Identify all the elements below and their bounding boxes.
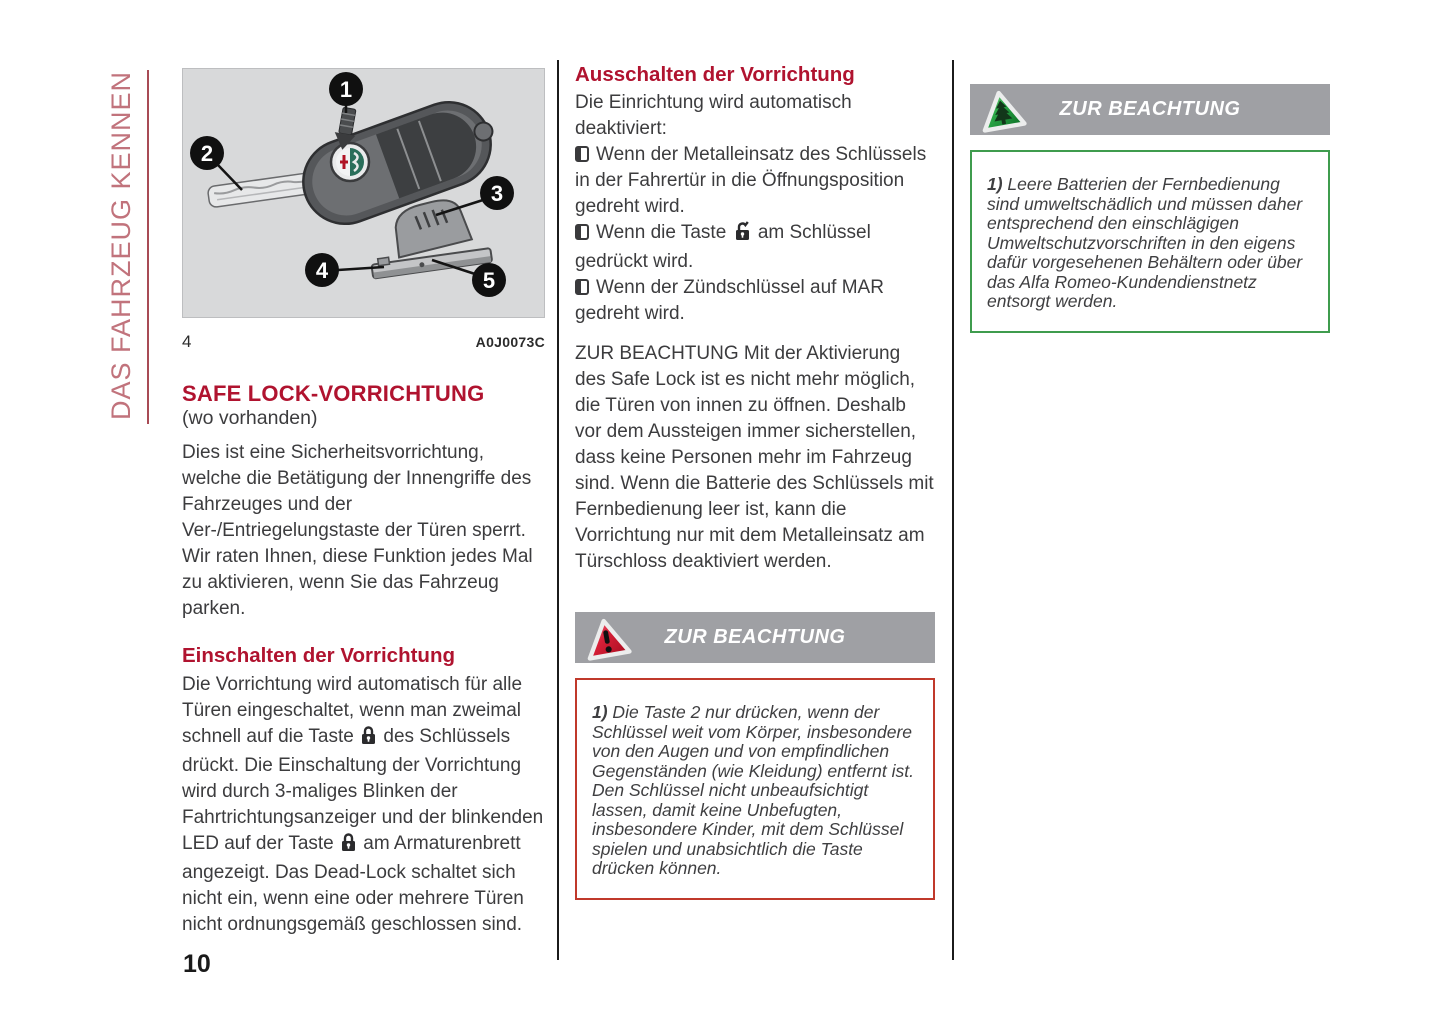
- column-divider: [952, 60, 954, 960]
- svg-text:4: 4: [315, 258, 329, 283]
- warning-header-bar: [575, 612, 935, 663]
- callout-3: [480, 176, 514, 210]
- svg-text:5: 5: [482, 268, 496, 293]
- closed-padlock-icon: [361, 725, 376, 753]
- heading-einschalten: Einschalten der Vorrichtung: [182, 644, 455, 667]
- environment-tree-triangle-icon: [977, 87, 1027, 138]
- paragraph-safe-lock-description: Dies ist eine Sicherheitsvorrichtung, welche die Betätigung der Innengriffe des Fahrzeuges und der Ver-/Entriegelungstaste der Türen sperrt. Wir raten Ihnen, diese Funktion jedes Mal zu aktivieren, wenn Sie das Fahrzeug parken.: [182, 442, 533, 619]
- heading-ausschalten: Ausschalten der Vorrichtung: [575, 63, 855, 86]
- open-padlock-icon: [734, 220, 751, 249]
- warning-triangle-icon: [582, 615, 632, 666]
- svg-text:3: 3: [490, 181, 504, 206]
- warning-text-box: [575, 678, 935, 900]
- square-bullet-icon: [575, 279, 589, 295]
- middle-column: [575, 62, 935, 900]
- callout-4: [305, 253, 339, 287]
- callout-1: [329, 72, 363, 106]
- section-subtitle: (wo vorhanden): [182, 407, 318, 429]
- paragraph-zur-beachtung-safe-lock: ZUR BEACHTUNG Mit der Aktivierung des Safe Lock ist es nicht mehr möglich, die Türen von innen zu öffnen. Deshalb vor dem Aussteigen immer sicherstellen, dass keine Personen mehr im Fahrzeug sind. Wenn die Batterie des Schlüssels mit Fernbedienung leer ist, kann die Vorrichtung nur mit dem Metalleinsatz am Türschloss deaktiviert werden.: [575, 343, 934, 572]
- paragraph-einschalten: [182, 672, 545, 938]
- square-bullet-icon: [575, 224, 589, 240]
- section-title: SAFE LOCK-VORRICHTUNG: [182, 381, 485, 406]
- warning-header-label: ZUR BEACHTUNG: [664, 626, 846, 648]
- bullet-text: Wenn der Metalleinsatz des Schlüssels in der Fahrertür in die Öffnungsposition gedreht wird.: [575, 144, 927, 217]
- paragraph-segment: des Schlüssels drückt. Die Einschaltung der Vorrichtung wird durch 3-maliges Blinken der Fahrtrichtungsanzeiger und der blinkenden LED auf der Taste: [182, 726, 544, 854]
- environment-note-item-text: Leere Batterien der Fernbedienung sind umweltschädlich und müssen daher entsprechend den einschlägigen Umweltschutzvorschriften in den eigens dafür vorgesehenen Behältern oder über das Alfa Romeo-Kundendienstnetz entsorgt werden.: [987, 174, 1303, 311]
- closed-padlock-icon: [341, 832, 356, 860]
- bullet-text: Wenn der Zündschlüssel auf MAR gedreht wird.: [575, 277, 884, 324]
- page-number: 10: [183, 950, 211, 978]
- callout-2: [190, 136, 224, 170]
- svg-text:2: 2: [200, 141, 214, 166]
- bullet-text: am Schlüssel gedrückt wird.: [575, 222, 871, 272]
- paragraph-segment: Die Vorrichtung wird automatisch für alle Türen eingeschaltet, wenn man zweimal schnell auf die Taste: [182, 674, 523, 747]
- column-divider: [557, 60, 559, 960]
- figure-code: A0J0073C: [475, 334, 545, 350]
- right-column: [970, 84, 1330, 333]
- bullet-item-taste: [575, 220, 935, 275]
- environment-note-item-number: 1): [987, 174, 1003, 194]
- figure-number: 4: [182, 332, 192, 351]
- bullet-item-metalleinsatz: [575, 142, 935, 220]
- environment-note-text-box: [970, 150, 1330, 333]
- svg-text:1: 1: [339, 77, 353, 102]
- fob-emblem: [331, 143, 369, 181]
- paragraph-deaktiviert-intro: Die Einrichtung wird automatisch deaktiviert:: [575, 92, 852, 139]
- warning-item-text: Die Taste 2 nur drücken, wenn der Schlüssel weit vom Körper, insbesondere von den Augen und von empfindlichen Gegenständen (wie Kleidung) entfernt ist. Den Schlüssel nicht unbeaufsichtigt lassen, damit keine Unbefugten, insbesondere Kinder, mit dem Schlüssel spielen und unabsichtlich die Taste drücken können.: [592, 702, 914, 878]
- warning-item-number: 1): [592, 702, 608, 722]
- environment-note-header-bar: [970, 84, 1330, 135]
- left-column: [182, 68, 545, 938]
- sidebar-divider-line: [147, 70, 149, 424]
- bullet-text: Wenn die Taste: [596, 222, 732, 243]
- key-fob-diagram-image: [182, 68, 545, 318]
- paragraph-segment: am Armaturenbrett angezeigt. Das Dead-Lock schaltet sich nicht ein, wenn eine oder mehrere Türen nicht ordnungsgemäß geschlossen sind.: [182, 833, 524, 935]
- chapter-sidebar-label: DAS FAHRZEUG KENNEN: [106, 70, 136, 420]
- key-fob-figure: [182, 68, 545, 352]
- figure-caption: [182, 332, 545, 352]
- environment-note-header-label: ZUR BEACHTUNG: [1059, 98, 1241, 120]
- square-bullet-icon: [575, 146, 589, 162]
- callout-5: [472, 263, 506, 297]
- bullet-item-zuendschluessel: [575, 275, 935, 327]
